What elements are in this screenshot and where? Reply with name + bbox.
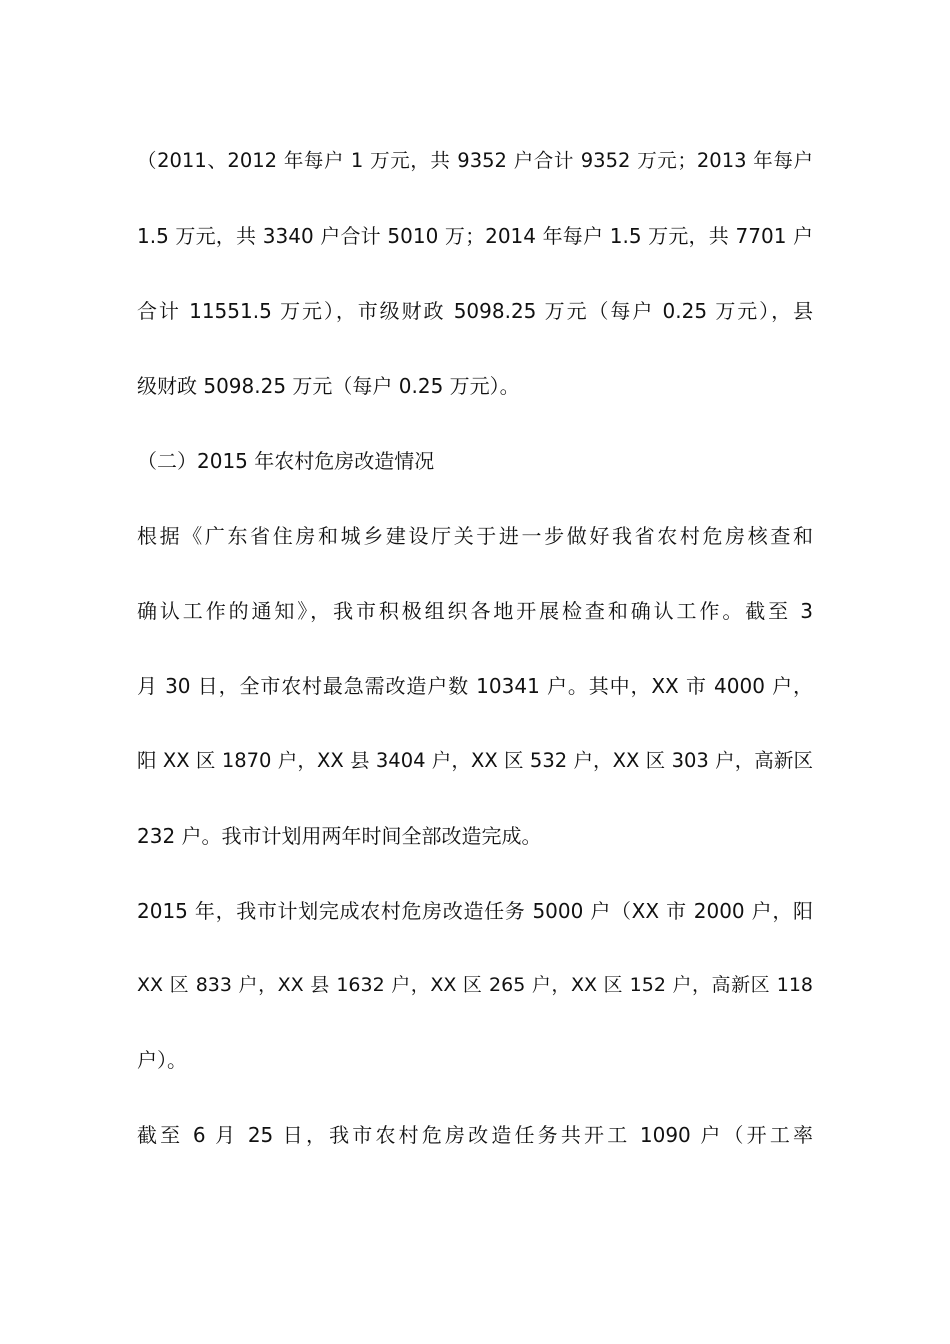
paragraph-line: 户）。 xyxy=(137,1048,187,1072)
paragraph-line: 合计 11551.5 万元），市级财政 5098.25 万元（每户 0.25 万元），县 xyxy=(137,299,813,323)
paragraph-line: 月 30 日，全市农村最急需改造户数 10341 户。其中，XX 市 4000 户， xyxy=(137,674,813,698)
paragraph-line: 2015 年，我市计划完成农村危房改造任务 5000 户（XX 市 2000 户，阳 xyxy=(137,899,813,923)
paragraph-line: 根据《广东省住房和城乡建设厅关于进一步做好我省农村危房核查和 xyxy=(137,524,813,548)
paragraph-line: 232 户。我市计划用两年时间全部改造完成。 xyxy=(137,824,542,848)
section-heading: （二）2015 年农村危房改造情况 xyxy=(137,449,435,473)
paragraph-line: 1.5 万元，共 3340 户合计 5010 万；2014 年每户 1.5 万元，共 7701 户 xyxy=(137,224,813,248)
paragraph-line: 确认工作的通知》，我市积极组织各地开展检查和确认工作。截至 3 xyxy=(137,599,813,623)
paragraph-line: 级财政 5098.25 万元（每户 0.25 万元）。 xyxy=(137,374,520,398)
paragraph-line: XX 区 833 户，XX 县 1632 户，XX 区 265 户，XX 区 152 户，高新区 118 xyxy=(137,974,813,996)
paragraph-line: （2011、2012 年每户 1 万元，共 9352 户合计 9352 万元；2013 年每户 xyxy=(137,149,813,172)
paragraph-line: 阳 XX 区 1870 户，XX 县 3404 户，XX 区 532 户，XX 区 303 户，高新区 xyxy=(137,749,813,772)
paragraph-line: 截至 6 月 25 日，我市农村危房改造任务共开工 1090 户（开工率 xyxy=(137,1123,813,1147)
